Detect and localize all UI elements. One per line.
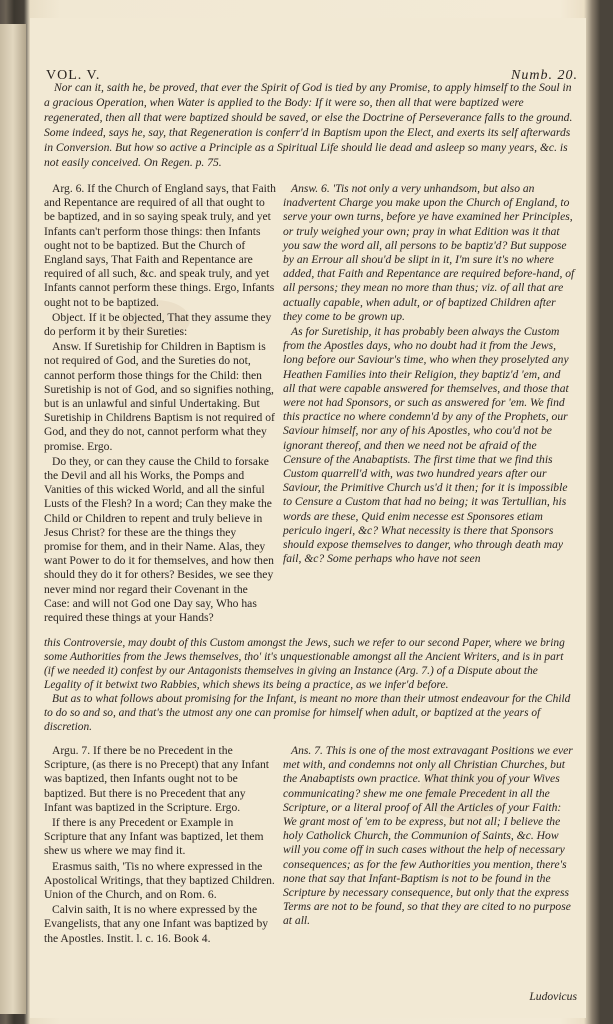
argument-6: Arg. 6. If the Church of England says, that Faith and Repentance are required of all that ought to be baptized, and in so saying speak truly, and yet Infants can't perform those things: then Infants ought not to be baptized. But the Church of England says, That Faith and Repentance are required of all such, &c. and speak truly, and yet Infants cannot perform these things. Ergo, Infants ought not to be baptized.: [44, 182, 276, 309]
catchword: Ludovicus: [529, 990, 577, 1003]
answer-6: Answ. 6. 'Tis not only a very unhandsom, but also an inadvertent Charge you make upon the Church of England, to serve your own turns, before ye have examined her Principles, or truly weighed your own; pray in what Edition was it that you saw the word all, all persons to be baptiz'd? But suppose by an Errour all shou'd be slipt in it, I'm sure it's no where added, that Faith and Repentance are required before-hand, of all persons; they mean no more than thus; viz. of all that are actually capable, when adult, or of baptized Children after they come to be grown up.: [283, 182, 575, 323]
right-column-lower: [283, 744, 575, 930]
sureties-paragraph: Do they, or can they cause the Child to forsake the Devil and all his Works, the Pomps and Vanities of this wicked World, and all the sinful Lusts of the Flesh? In a word; Can they make the Child or Children to repent and truly believe in Jesus Christ? for these are the things they promise for them, and in their Name. Alas, they want Power to do it for themselves, and how then should they do it for others? Besides, we see they never mind nor regard their Covenant in the Case: and will not God one Day say, Who has required these things at your Hands?: [44, 454, 274, 625]
left-column-lower: [44, 744, 276, 947]
full-width-passage: [44, 636, 574, 734]
right-column-upper: [283, 182, 575, 567]
facing-page-edge: [0, 24, 26, 1014]
erasmus-quote: Erasmus saith, 'Tis no where expressed in the Apostolical Writings, that they baptized Children. Union of the Church, and on Rom. 6.: [44, 859, 275, 902]
answer-suretiship: Answ. If Suretiship for Children in Baptism is not required of God, and the Sureties do not, cannot perform those things for the Child: then Suretiship is not of God, and so signifies nothing, but is an unlawful and sinful Undertaking. But Suretiship in Childrens Baptism is not required of God, and they do not, cannot perform what they promise. Ergo.: [44, 340, 275, 453]
objection: Object. If it be objected, That they assume they do perform it by their Sureties:: [44, 310, 272, 339]
suretiship-custom: As for Suretiship, it has probably been always the Custom from the Apostles days, who no doubt had it from the Jews, long before our Saviour's time, who when they proselyted any Heathen Families into their Religion, they baptiz'd 'em, and all that were capable answered for themselves, and those that were not had Sponsors, or such as answered for 'em. We find this practice no where condemn'd by any of the Prophets, our Saviour himself, nor any of his Apostles, who cou'd not be ignorant thereof, and then we need not be afraid of the Censure of the Anabaptists. The first time that we find this Custom quarrell'd with, was two hundred years after our Saviour, the Primitive Church us'd it then; for it is impossible to Censure a Custom that had no being; it was Tertullian, his words are these, Quid enim necesse est Sponsores etiam periculo ingeri, &c? What necessity is there that Sponsors should expose themselves to danger, who through death may fail, &c? Some perhaps who have not seen: [283, 325, 569, 566]
calvin-quote: Calvin saith, It is no where expressed by the Evangelists, that any one Infant was baptized by the Apostles. Instit. l. c. 16. Book 4.: [44, 903, 269, 945]
left-column-upper: [44, 182, 276, 626]
precedent-paragraph: If there is any Precedent or Example in Scripture that any Infant was baptized, let them shew us where we may find it.: [44, 816, 264, 858]
promising-paragraph: But as to what follows about promising for the Infant, is meant no more than their utmost endeavour for the Child to do so and so, and that's the utmost any one can promise for himself when adult, or baptized at the years of discretion.: [44, 693, 571, 733]
number-header: Numb. 20.: [511, 68, 578, 83]
argument-7: Argu. 7. If there be no Precedent in the Scripture, (as there is no Precept) that any Infant was baptized, then Infants ought not to be baptized. But there is no Precedent that any Infant was baptized in the Scripture. Ergo.: [44, 744, 270, 814]
intro-quote: [44, 80, 574, 170]
controversie-paragraph: this Controversie, may doubt of this Custom amongst the Jews, such we refer to our second Paper, where we bring some Authorities from the Jews themselves, tho' it's unquestionable amongst all the Ancient Writers, and is in part (if we needed it) confest by our Antagonists themselves in giving an Instance (Arg. 7.) of a Dispute about the Legality of it betwixt two Rabbies, which shews its being a practice, as we infer'd before.: [44, 637, 565, 691]
intro-paragraph: Nor can it, saith he, be proved, that ever the Spirit of God is tied by any Promise, to apply himself to the Soul in a gracious Operation, when Water is applied to the Body: If it were so, then all that were baptized were regenerated, then all that were baptized should be saved, or else the Doctrine of Perseverance falls to the ground. Some indeed, says he, say, that Regeneration is conferr'd in Baptism upon the Elect, and exerts its self afterwards in Conversion. But how so active a Principle as a Spiritual Life should lie dead and asleep so many years, &c. is not easily conceived. On Regen. p. 75.: [44, 81, 573, 169]
answer-7: Ans. 7. This is one of the most extravagant Positions we ever met with, and condemns not only all Christian Churches, but the Anabaptists own practice. What think you of your Wives communicating? shew me one female Precedent in all the Scripture, or a literal proof of All the Articles of your Faith: We grant most of 'em to be express, but not all; I believe the holy Catholick Church, the Communion of Saints, &c. How will you come off in such cases without the help of necessary consequences; as for the few Authorities you mention, there's none that say that Infant-Baptism is not to be found in the Scripture by necessary consequence, but only that the express Terms are not to be found, so that they are cited to no purpose at all.: [283, 744, 573, 928]
volume-header: VOL. V.: [46, 68, 101, 83]
